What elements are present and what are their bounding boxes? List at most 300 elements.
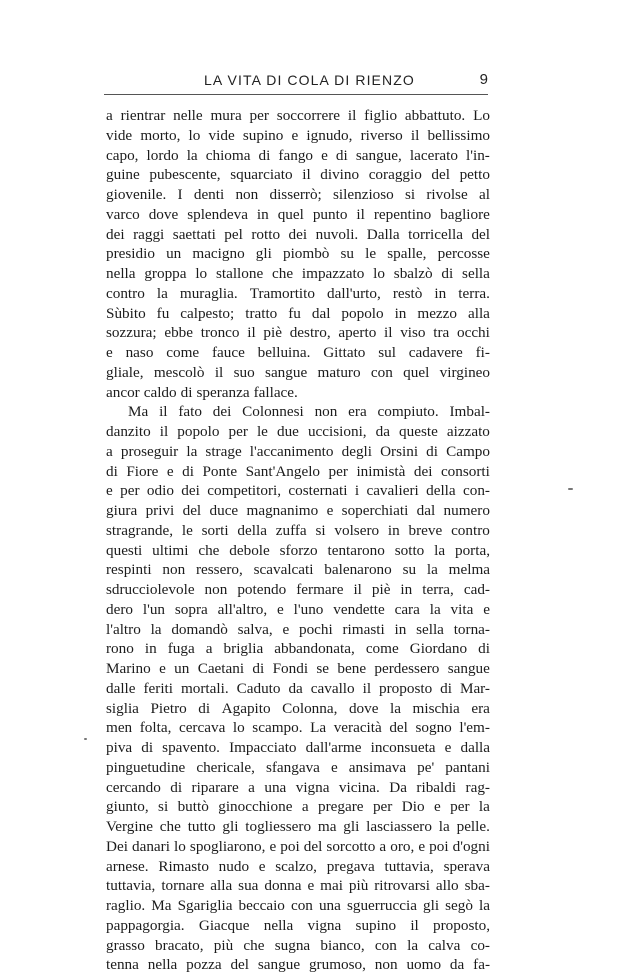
word: sangue <box>257 956 301 974</box>
word: terra. <box>458 284 490 302</box>
word: denti <box>193 186 225 203</box>
word: la <box>150 620 162 638</box>
word: la <box>434 541 446 559</box>
word: piè <box>263 324 282 342</box>
word: supino <box>355 916 397 934</box>
word: lo <box>188 126 201 144</box>
text-line <box>106 639 490 659</box>
word: bracato, <box>155 936 204 954</box>
word: soccorrere <box>276 107 341 124</box>
text-line <box>106 126 490 146</box>
word: piè <box>371 581 391 598</box>
scan-speck <box>568 488 573 490</box>
word: bellissimo <box>427 126 490 144</box>
word: la <box>438 818 450 835</box>
word: I <box>177 186 183 203</box>
word: del <box>303 837 323 855</box>
word: ribaldi <box>416 778 457 796</box>
word: veracità <box>333 719 382 737</box>
word: chioma <box>205 146 251 164</box>
word: Giacque <box>198 916 250 934</box>
text-line <box>106 323 490 343</box>
word: queste <box>399 423 438 440</box>
word: fango <box>278 146 314 164</box>
word: nella <box>147 956 178 974</box>
word: spogliarono, <box>189 837 266 855</box>
word: bene <box>337 660 367 677</box>
word: nudo <box>218 857 250 875</box>
word: la <box>429 600 441 618</box>
word: sua <box>238 877 259 895</box>
text-line <box>106 896 490 916</box>
word: Da <box>389 778 407 796</box>
word: gli <box>423 897 440 914</box>
word: stallone <box>215 265 264 282</box>
word: rotto <box>251 225 281 243</box>
word: tratto <box>245 304 278 322</box>
word: giura <box>106 502 138 519</box>
word: lacerato <box>409 146 458 164</box>
text-line <box>106 817 490 837</box>
word: Dalla <box>366 225 400 243</box>
word: non <box>374 956 398 974</box>
word: il <box>159 403 168 421</box>
word: donna <box>264 877 302 895</box>
word: all'altro, <box>217 600 268 618</box>
word: con- <box>463 482 490 500</box>
word: mescolò <box>153 363 205 381</box>
word: di <box>258 146 271 164</box>
word: saettati <box>172 225 216 243</box>
word: e <box>277 600 284 618</box>
word: del <box>389 719 408 737</box>
word: della <box>426 482 456 500</box>
word: il <box>214 363 224 381</box>
word: di <box>441 265 454 282</box>
word: Campo <box>446 442 490 460</box>
word: Ponte <box>202 462 238 480</box>
text-line <box>106 501 490 521</box>
word: lordo <box>146 146 179 164</box>
word: da <box>375 423 390 440</box>
word: impazzato <box>301 265 365 282</box>
body-text <box>106 106 490 975</box>
word: la <box>186 146 198 164</box>
word: a <box>379 837 387 855</box>
word: sugna <box>274 936 311 954</box>
word: la <box>479 897 490 914</box>
word: mai <box>320 877 343 895</box>
word: fauce <box>211 344 245 361</box>
word: pinguetudine <box>106 758 186 776</box>
word: vita <box>450 600 474 618</box>
word: del <box>471 225 490 243</box>
word: fa- <box>473 956 490 974</box>
word: le <box>181 521 193 539</box>
word: dei <box>413 462 433 480</box>
word: ressero, <box>195 561 243 579</box>
word: quel <box>403 363 430 381</box>
word: groppa <box>144 265 187 282</box>
word: sella <box>416 620 444 638</box>
word: pantani <box>445 758 490 776</box>
word: arnese. <box>106 857 149 875</box>
word: si <box>315 521 326 539</box>
word: sdrucciolevole <box>106 581 195 598</box>
word: respinti <box>106 561 152 579</box>
text-line <box>106 521 490 541</box>
word: in <box>144 640 157 658</box>
word: il <box>410 126 420 144</box>
word: pe' <box>417 758 435 776</box>
word: il <box>302 166 311 184</box>
text-line <box>106 718 490 738</box>
word: da <box>449 956 465 974</box>
word: come <box>166 344 200 361</box>
word: e <box>330 758 338 776</box>
text-line <box>106 363 490 383</box>
word: e <box>166 462 174 480</box>
word: e <box>307 877 315 895</box>
text-line <box>106 837 490 857</box>
word: era <box>348 403 367 421</box>
word: inimistà <box>356 462 406 480</box>
word: silenzioso <box>333 186 394 203</box>
word: di <box>141 739 154 756</box>
word: uccisioni, <box>307 423 367 440</box>
word: dei <box>212 403 232 421</box>
word: una <box>318 897 341 914</box>
word: Colonna, <box>282 699 338 717</box>
word: virgineo <box>439 363 490 381</box>
word: e <box>444 739 452 756</box>
word: spavento. <box>162 739 220 756</box>
word: a <box>301 798 309 816</box>
word: fu <box>156 304 170 322</box>
word: di <box>335 146 348 164</box>
word: riparare <box>191 778 239 796</box>
word: Pietro <box>150 699 187 717</box>
word: Rimasto <box>158 857 209 875</box>
word: cadavere <box>408 344 463 361</box>
word: l'altro <box>106 620 141 638</box>
word: della <box>237 521 267 539</box>
word: ritrovarsi <box>374 877 430 895</box>
word: raglio. <box>106 897 146 914</box>
word: sangue <box>447 660 490 677</box>
word: nelle <box>173 107 203 124</box>
word: caldo <box>143 383 177 401</box>
word: spalle, <box>387 245 427 263</box>
word: scampo. <box>252 719 303 737</box>
word: tuttavia, <box>106 877 156 895</box>
text-line <box>106 916 490 936</box>
word: che <box>159 818 181 835</box>
word: rivolse <box>426 186 468 203</box>
word: sbalzò <box>393 265 433 282</box>
word: splendeva <box>187 205 248 223</box>
word: la <box>426 561 438 579</box>
word: vide <box>106 126 133 144</box>
word: volsero <box>334 521 380 539</box>
word: salva, <box>237 620 273 638</box>
word: e <box>106 482 113 500</box>
word: chericale, <box>196 758 255 776</box>
word: bianco, <box>320 936 365 954</box>
word: ansimava <box>348 758 407 776</box>
word: contro <box>106 284 145 302</box>
word: siglia <box>106 699 139 717</box>
word: non <box>235 186 259 203</box>
word: e <box>159 660 166 677</box>
word: belluina. <box>257 344 311 361</box>
word: proposto, <box>433 916 490 934</box>
word: il <box>362 679 372 697</box>
word: vigna <box>307 916 342 934</box>
word: danzito <box>106 423 151 440</box>
word: dal <box>416 502 436 519</box>
header-rule <box>104 94 488 95</box>
word: del <box>431 166 450 184</box>
text-line <box>106 541 490 561</box>
word: abbattuto. <box>404 107 466 124</box>
word: torricella <box>408 225 463 243</box>
word: macigno <box>192 245 245 263</box>
word: fato <box>178 403 202 421</box>
word: Colonnesi <box>242 403 304 421</box>
word: sba- <box>464 877 490 895</box>
word: mischia <box>412 699 460 717</box>
word: la <box>478 798 490 816</box>
word: dei <box>106 225 125 243</box>
word: Vergine <box>106 818 153 835</box>
word: con <box>290 897 313 914</box>
word: torna- <box>453 620 490 638</box>
word: su <box>402 561 417 579</box>
word: oro, <box>390 837 415 855</box>
word: cara <box>394 600 420 618</box>
text-line <box>106 580 490 600</box>
word: Sgariglia <box>177 897 233 914</box>
word: e <box>418 837 426 855</box>
text-line <box>106 343 490 363</box>
text-line <box>106 936 490 956</box>
word: pappagorgia. <box>106 916 185 934</box>
word: Dio <box>401 798 425 816</box>
word: dal <box>311 304 331 322</box>
word: si <box>405 186 416 203</box>
word: cavallo <box>310 679 355 697</box>
word: nella <box>263 916 294 934</box>
word: dove <box>148 205 179 223</box>
word: bagliore <box>440 205 490 223</box>
word: pregare <box>318 798 364 816</box>
word: ma <box>317 818 337 835</box>
word: presidio <box>106 245 155 263</box>
word: dove <box>348 699 379 717</box>
word: consorti <box>440 462 490 480</box>
text-line <box>106 955 490 975</box>
word: sangue <box>265 363 308 381</box>
word: Sant'Angelo <box>245 462 321 480</box>
text-line <box>106 264 490 284</box>
word: varco <box>106 205 140 223</box>
word: duce <box>209 502 239 519</box>
word: squarciato <box>230 166 293 184</box>
word: buttò <box>177 798 209 816</box>
word: raggi <box>133 225 165 243</box>
word: sorcotto <box>326 837 376 855</box>
word: era <box>471 699 490 717</box>
word: Giordano <box>409 640 468 658</box>
word: popolo <box>341 304 384 322</box>
word: vendette <box>333 600 385 618</box>
word: perdessero <box>374 660 440 677</box>
word: aizzato <box>446 423 490 440</box>
word: dall'urto, <box>327 284 381 302</box>
word: e <box>258 857 266 875</box>
word: percosse <box>437 245 490 263</box>
word: per <box>249 107 269 124</box>
word: Imbal- <box>449 403 490 421</box>
word: sguerruccia <box>346 897 417 914</box>
word: sfangava <box>265 758 320 776</box>
word: pel <box>224 225 243 243</box>
word: domandò <box>171 620 228 638</box>
word: il <box>410 916 419 934</box>
word: per <box>372 798 393 816</box>
word: fu <box>288 304 301 322</box>
word: in <box>434 284 447 302</box>
word: supino <box>242 126 284 144</box>
text-line <box>106 244 490 264</box>
word: lo <box>373 265 385 282</box>
word: di <box>440 679 452 697</box>
word: cercando <box>106 778 161 796</box>
word: e <box>291 126 299 144</box>
word: tra <box>433 324 450 342</box>
word: Gittato <box>323 344 366 361</box>
word: e <box>282 620 290 638</box>
word: di <box>106 462 118 480</box>
word: dei <box>181 482 200 500</box>
word: costernati <box>288 482 348 500</box>
word: alla <box>210 877 233 895</box>
text-line <box>106 560 490 580</box>
word: e <box>483 600 490 618</box>
word: rag- <box>465 778 490 796</box>
word: a <box>205 640 213 658</box>
word: dalle <box>106 679 136 697</box>
text-line <box>106 797 490 817</box>
word: feriti <box>143 679 173 697</box>
word: speranza <box>196 383 250 401</box>
word: e <box>433 798 441 816</box>
word: con <box>374 936 397 954</box>
text-line <box>106 422 490 442</box>
word: la <box>186 442 198 460</box>
word: di <box>180 383 193 401</box>
word: non <box>204 581 228 598</box>
word: Caduto <box>236 679 281 697</box>
word: pubescente, <box>149 166 221 184</box>
word: del <box>230 956 250 974</box>
word: su <box>340 245 355 263</box>
word: disserrò; <box>269 186 322 203</box>
word: potendo <box>237 581 287 598</box>
word: di <box>170 778 183 796</box>
word: a <box>248 778 255 796</box>
text-line <box>106 383 490 403</box>
text-line <box>106 165 490 185</box>
word: sorti <box>201 521 229 539</box>
text-line <box>106 857 490 877</box>
word: tenna <box>106 956 139 974</box>
word: vicina. <box>338 778 380 796</box>
word: magnanimo <box>246 502 319 519</box>
word: strage <box>205 442 242 460</box>
word: la <box>407 936 419 954</box>
text-line <box>106 462 490 482</box>
word: competitori, <box>207 482 282 500</box>
text-line <box>106 738 490 758</box>
word: un <box>174 660 190 677</box>
word: odio <box>146 482 174 500</box>
word: da <box>288 679 303 697</box>
word: cad- <box>463 581 490 598</box>
word: togliessero <box>245 818 312 835</box>
word: quel <box>277 205 304 223</box>
text-line <box>106 225 490 245</box>
word: il <box>347 107 357 124</box>
word: tuttavia, <box>384 857 434 875</box>
word: pregava <box>326 857 375 875</box>
word: ebbe <box>164 324 193 342</box>
text-line <box>106 106 490 126</box>
word: contro <box>451 521 490 539</box>
word: vide <box>208 126 235 144</box>
text-line <box>106 146 490 166</box>
word: rono <box>106 640 134 658</box>
word: uomo <box>406 956 442 974</box>
word: per <box>450 798 470 816</box>
text-line <box>106 659 490 679</box>
scan-speck <box>84 738 87 740</box>
word: ginocchione <box>218 798 293 816</box>
word: coraggio <box>368 166 422 184</box>
word: popolo <box>177 423 220 440</box>
word: co- <box>470 936 490 954</box>
word: di <box>478 640 490 658</box>
word: per <box>120 482 140 500</box>
word: fuga <box>167 640 195 658</box>
word: terra, <box>422 581 454 598</box>
word: tutto <box>187 818 216 835</box>
word: il <box>356 205 365 223</box>
word: giunto, <box>106 798 149 816</box>
word: questi <box>106 541 143 559</box>
word: privi <box>145 502 175 519</box>
word: a <box>106 107 113 124</box>
text-line <box>106 205 490 225</box>
word: non <box>162 561 186 579</box>
word: dalla <box>460 739 490 756</box>
word: morto, <box>140 126 181 144</box>
word: il <box>159 423 169 440</box>
word: fallace. <box>253 383 298 401</box>
word: repentino <box>373 205 432 223</box>
word: pelle. <box>456 818 490 835</box>
